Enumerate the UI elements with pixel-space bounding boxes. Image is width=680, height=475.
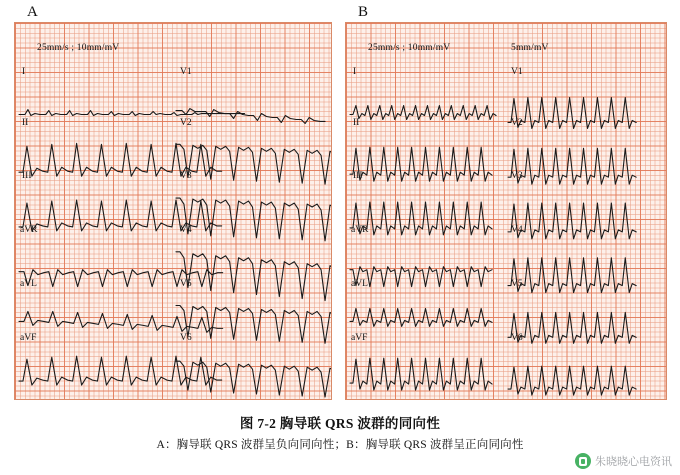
wechat-badge-icon [575, 453, 591, 469]
panel-letter-a: A [27, 4, 38, 20]
lead-label-I-a: I [22, 67, 26, 77]
lead-label-V6-a: V6 [180, 333, 192, 343]
ecg-traces-a [15, 23, 331, 399]
watermark [575, 453, 672, 469]
lead-label-I-b: I [353, 67, 357, 77]
lead-label-V3-b: V3 [511, 171, 523, 181]
lead-label-V3-a: V3 [180, 171, 192, 181]
calibration-text-b: 25mm/s ; 10mm/mV [368, 43, 451, 53]
lead-label-aVL-b: aVL [351, 279, 368, 289]
lead-label-aVF-a: aVF [20, 333, 37, 343]
panel-letter-b: B [358, 4, 369, 20]
lead-label-V4-a: V4 [180, 225, 192, 235]
lead-label-V5-b: V5 [511, 279, 523, 289]
ecg-panel-a [14, 22, 332, 400]
lead-label-aVR-a: aVR [20, 225, 38, 235]
calibration-text-a: 25mm/s ; 10mm/mV [37, 43, 120, 53]
figure-subtitle: A：胸导联 QRS 波群呈负向同向性；B：胸导联 QRS 波群呈正向同向性 [156, 439, 524, 451]
lead-label-aVF-b: aVF [351, 333, 368, 343]
lead-label-aVR-b: aVR [351, 225, 369, 235]
figure-title: 图 7-2 胸导联 QRS 波群的同向性 [239, 416, 441, 431]
ecg-traces-b [346, 23, 666, 399]
ecg-panel-b [345, 22, 667, 400]
lead-label-V1-b: V1 [511, 67, 523, 77]
lead-label-V5-a: V5 [180, 279, 192, 289]
lead-label-V4-b: V4 [511, 225, 523, 235]
lead-label-V1-a: V1 [180, 67, 192, 77]
lead-label-V2-b: V2 [511, 118, 523, 128]
lead-label-III-a: III [22, 171, 32, 181]
lead-label-III-b: III [353, 171, 363, 181]
lead-label-aVL-a: aVL [20, 279, 37, 289]
gain-note-b: 5mm/mV [511, 43, 549, 53]
lead-label-II-b: II [353, 118, 360, 128]
lead-label-V2-a: V2 [180, 118, 192, 128]
lead-label-II-a: II [22, 118, 29, 128]
watermark-text: 朱晓晓心电资讯 [595, 456, 672, 468]
lead-label-V6-b: V6 [511, 333, 523, 343]
